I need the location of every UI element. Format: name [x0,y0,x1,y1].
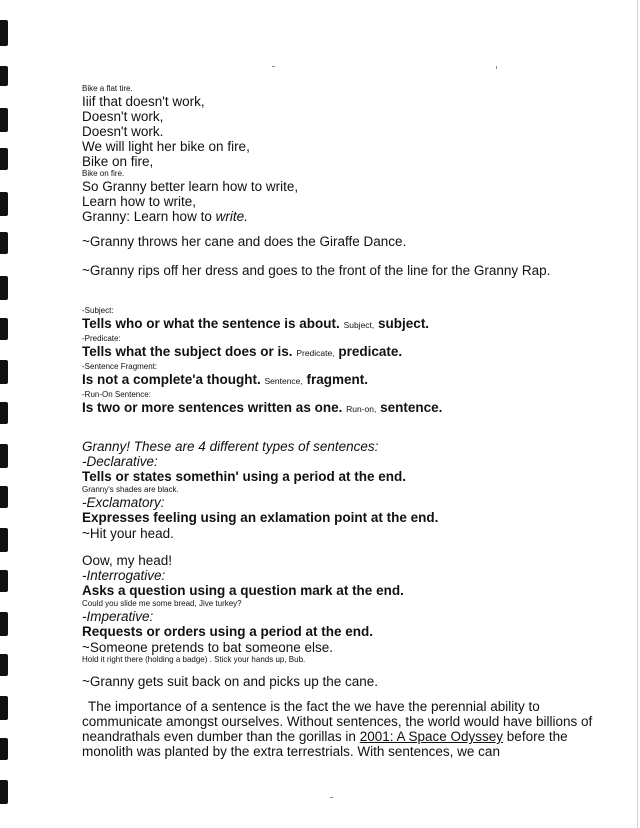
binder-hole [0,318,8,340]
stage-direction: ~Granny throws her cane and does the Giraffe Dance. [82,234,407,249]
type-label: -Declarative: [82,454,158,469]
type-definition: Expresses feeling using an exlamation point at the end. [82,510,439,525]
type-example: Could you slide me some bread, Jive turkey? [82,599,242,608]
type-definition: Tells or states somethin' using a period at the end. [82,469,407,484]
echo-small: Subject, [343,320,375,330]
type-definition: Asks a question using a question mark at the end. [82,583,404,598]
document-body [82,84,612,759]
definition-text: Tells what the subject does or is. [82,344,293,359]
sentence-types [82,439,612,689]
echo-bold: fragment. [306,372,369,387]
binder-hole [0,66,8,86]
echo-small: Sentence, [264,376,303,386]
part-label: -Run-On Sentence: [82,390,151,399]
lyric-line: So Granny better learn how to write, [82,179,299,194]
essay-paragraph [82,699,622,759]
binder-hole [0,486,8,508]
scan-speck [330,797,333,798]
essay-text: before the monolith was planted by the extra terrestrials. With sentences, we can [82,729,568,759]
stage-direction: ~Hit your head. [82,526,174,541]
page-edge [637,0,638,828]
parts-of-sentence [82,306,612,417]
binder-hole [0,276,8,300]
type-example: Granny's shades are black. [82,485,179,494]
type-example: Hold it right there (holding a badge) . Stick your hands up, Bub. [82,655,306,664]
lyric-line: Bike on fire, [82,154,154,169]
binder-hole [0,570,8,592]
stage-direction: ~Granny rips off her dress and goes to the front of the line for the Granny Rap. [82,263,551,278]
part-definition [82,316,612,333]
type-definition: Requests or orders using a period at the end. [82,624,374,639]
type-label: -Imperative: [82,609,154,624]
binder-hole [0,232,8,254]
lyric-line: Bike a flat tire. [82,84,133,93]
scan-speck [496,66,497,69]
types-intro: Granny! These are 4 different types of sentences: [82,439,379,454]
definition-text: Tells who or what the sentence is about. [82,316,340,331]
definition-text: Is not a complete'a thought. [82,372,261,387]
binder-hole [0,528,8,552]
part-label: -Predicate: [82,334,121,343]
binder-hole [0,20,8,46]
binder-hole [0,402,8,424]
binder-hole [0,780,8,804]
echo-bold: subject. [378,316,430,331]
part-label: -Subject: [82,306,114,315]
binder-hole [0,192,8,216]
part-label: -Sentence Fragment: [82,362,158,371]
lyric-line: Bike on fire. [82,169,125,178]
part-definition [82,344,612,361]
film-title: 2001: A Space Odyssey [359,729,504,744]
part-definition [82,400,612,417]
binder-hole-strip [0,0,14,828]
definition-text: Is two or more sentences written as one. [82,400,343,415]
lyric-emphasis: write. [215,209,248,224]
part-definition [82,372,612,389]
echo-bold: predicate. [338,344,403,359]
lyric-line: Iiif that doesn't work, [82,94,205,109]
stage-direction: ~Someone pretends to bat someone else. [82,640,334,655]
binder-hole [0,108,8,132]
echo-bold: sentence. [380,400,443,415]
binder-hole [0,612,8,636]
lyric-line: Learn how to write, [82,194,197,209]
rap-lyrics [82,84,612,224]
binder-hole [0,444,8,468]
binder-hole [0,696,8,720]
stage-direction: ~Granny gets suit back on and picks up the cane. [82,674,379,689]
binder-hole [0,738,8,760]
binder-hole [0,654,8,676]
lyric-line: Doesn't work. [82,124,164,139]
type-label: -Interrogative: [82,568,166,583]
lyric-line: Doesn't work, [82,109,164,124]
binder-hole [0,360,8,384]
type-example: Oow, my head! [82,553,173,568]
lyric-line: We will light her bike on fire, [82,139,250,154]
lyric-line [82,209,612,224]
scan-speck [272,66,275,67]
lyric-text: Granny: Learn how to [82,209,216,224]
binder-hole [0,148,8,170]
echo-small: Run-on, [346,404,377,414]
essay-text: The importance of a sentence is the fact the we have the perennial ability to communicate amongst ourselves. Without sentences, the world would have billions of neandrathals even dumber than the gorillas in [82,699,593,744]
echo-small: Predicate, [296,348,335,358]
type-label: -Exclamatory: [82,495,165,510]
